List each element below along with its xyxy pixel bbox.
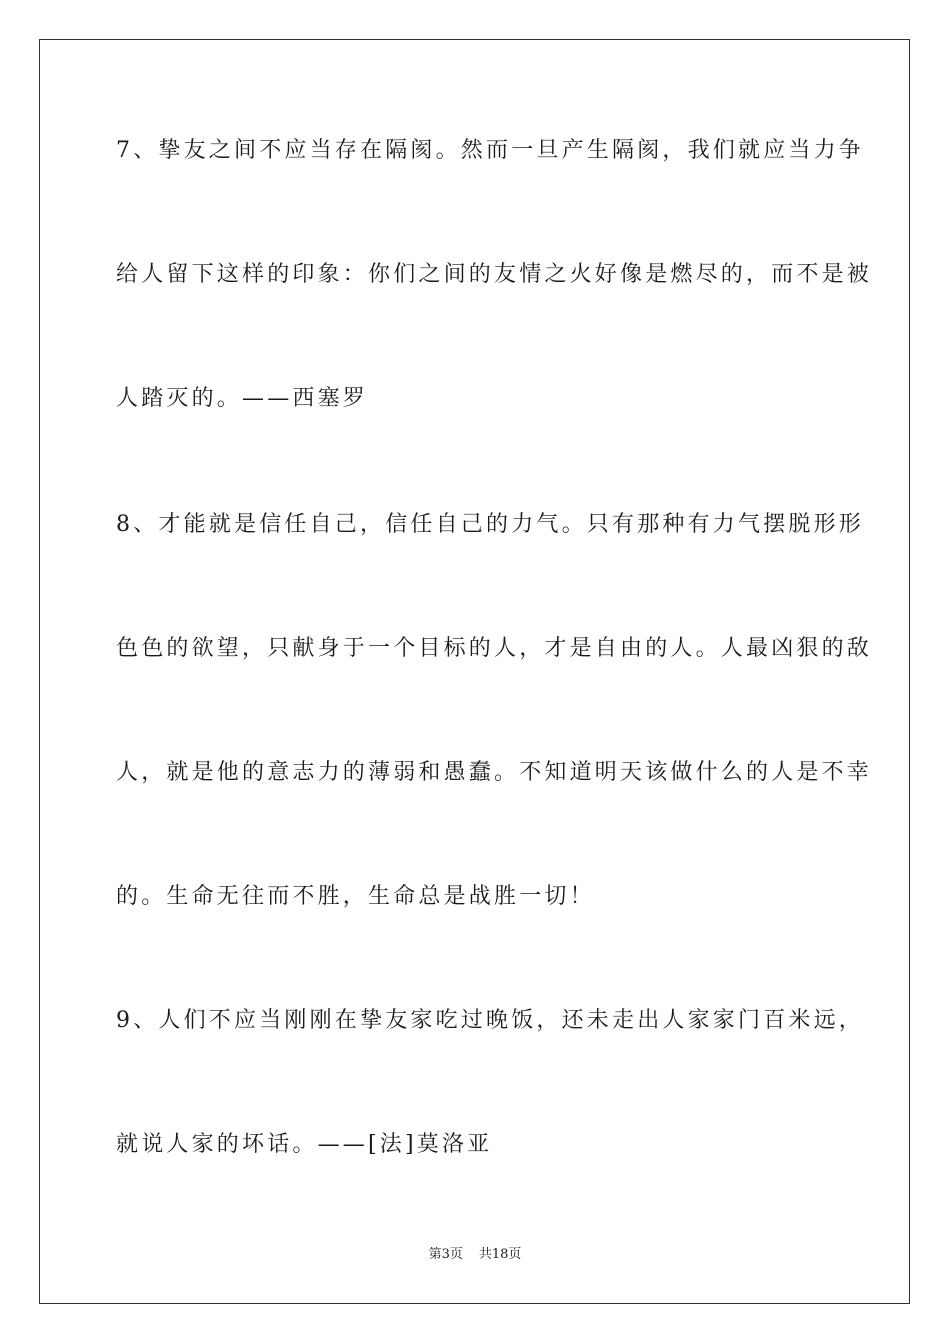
paragraph-9-line-2: 就说人家的坏话。——[法]莫洛亚	[116, 1132, 493, 1157]
paragraph-7-line-3: 人踏灭的。——西塞罗	[116, 386, 369, 411]
page-footer	[0, 1246, 950, 1264]
page-frame	[39, 39, 910, 1304]
page-number: 第3页	[428, 1247, 463, 1262]
paragraph-8-line-1: 8、才能就是信任自己，信任自己的力气。只有那种有力气摆脱形形	[116, 512, 864, 537]
paragraph-7-line-2: 给人留下这样的印象：你们之间的友情之火好像是燃尽的，而不是被	[116, 262, 873, 287]
paragraph-9-line-1: 9、人们不应当刚刚在挚友家吃过晚饭，还未走出人家家门百米远，	[116, 1008, 864, 1033]
paragraph-8-line-2: 色色的欲望，只献身于一个目标的人，才是自由的人。人最凶狠的敌	[116, 636, 873, 661]
paragraph-8-line-3: 人，就是他的意志力的薄弱和愚蠢。不知道明天该做什么的人是不幸	[116, 760, 873, 785]
paragraph-8-line-4: 的。生命无往而不胜，生命总是战胜一切！	[116, 884, 595, 909]
paragraph-7-line-1: 7、挚友之间不应当存在隔阂。然而一旦产生隔阂，我们就应当力争	[116, 138, 864, 163]
page-total: 共18页	[478, 1247, 522, 1262]
